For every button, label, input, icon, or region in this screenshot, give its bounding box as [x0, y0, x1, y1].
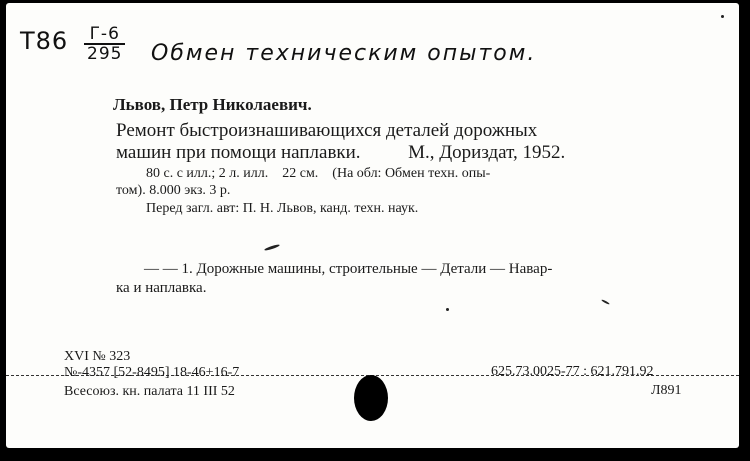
collation-line-2: том). 8.000 экз. 3 р.: [116, 183, 231, 198]
register-number: XVI № 323: [64, 349, 131, 364]
title-line-2-text: машин при помощи наплавки.: [116, 142, 361, 163]
subject-line-2: ка и наплавка.: [116, 280, 207, 296]
fraction-numerator: Г-6: [84, 25, 125, 45]
ink-mark: [721, 15, 724, 18]
ink-mark: [601, 299, 610, 305]
book-chamber: Всесоюз. кн. палата 11 III 52: [64, 384, 235, 399]
fraction-denominator: 295: [87, 44, 123, 64]
punch-hole: [354, 375, 388, 421]
collation-line-1: 80 с. с илл.; 2 л. илл. 22 см. (На обл: Обмен техн. опы-: [146, 166, 491, 181]
handwritten-shelf-fraction: [84, 25, 125, 63]
ink-mark: [446, 308, 449, 311]
handwritten-classmark: Т86: [20, 27, 69, 55]
subject-line-1: — — 1. Дорожные машины, строительные — Детали — Навар-: [144, 261, 553, 277]
title-line-2: [116, 142, 565, 164]
author-note: Перед загл. авт: П. Н. Львов, канд. техн. наук.: [146, 201, 419, 216]
print-code: №-4357 [52-8495] 18-46+16-7: [64, 365, 240, 380]
ink-mark: [264, 244, 280, 252]
handwritten-series-title: Обмен техническим опытом.: [151, 41, 537, 66]
title-line-1: Ремонт быстроизнашивающихся деталей дорожных: [116, 120, 538, 141]
imprint: М., Дориздат, 1952.: [408, 142, 566, 163]
card-number: Л891: [651, 383, 682, 398]
catalog-card: [6, 3, 739, 448]
author-heading: Львов, Петр Николаевич.: [113, 95, 312, 114]
udc-code: 625.73.0025-77 : 621.791.92: [491, 364, 654, 379]
